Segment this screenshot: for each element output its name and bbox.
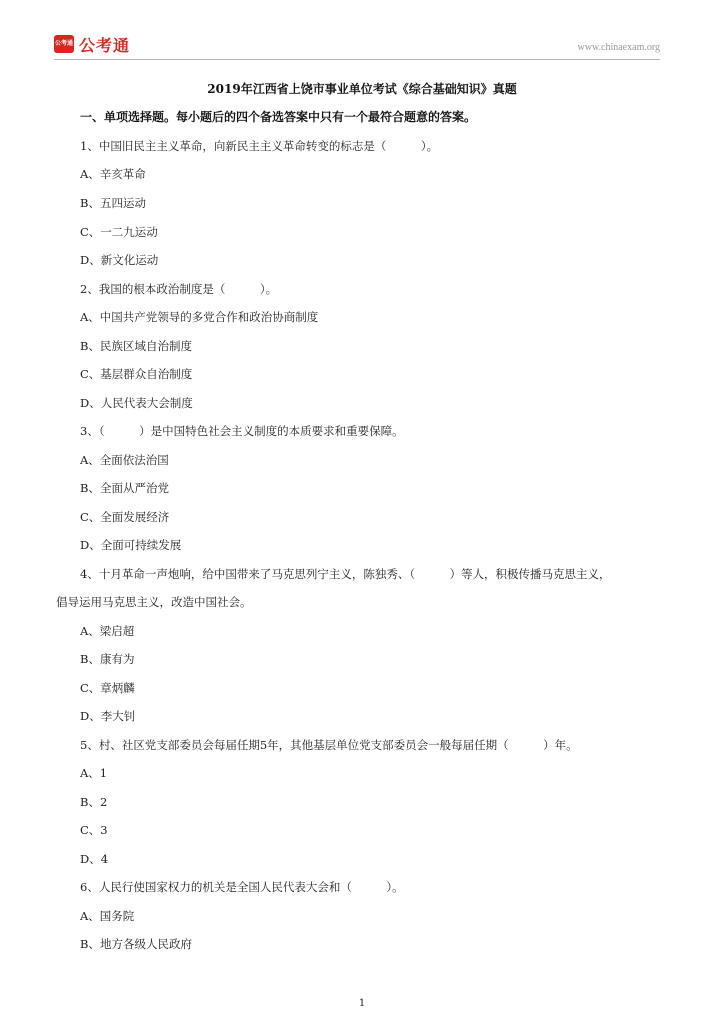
- document-title: 2019年江西省上饶市事业单位考试《综合基础知识》真题: [207, 82, 517, 96]
- option-line: C、一二九运动: [80, 225, 158, 239]
- site-url[interactable]: www.chinaexam.org: [577, 42, 660, 53]
- option-line: B、2: [80, 795, 108, 809]
- question-line-continued: 倡导运用马克思主义，改造中国社会。: [56, 595, 252, 609]
- option-line: D、全面可持续发展: [80, 538, 182, 552]
- logo-text: 公考通: [79, 36, 131, 55]
- option-line: C、基层群众自治制度: [80, 367, 193, 381]
- question-line: 5、村、社区党支部委员会每届任期5年，其他基层单位党支部委员会一般每届任期（ ）年。: [80, 738, 578, 752]
- page-number: 1: [358, 998, 366, 1009]
- question-line: 1、中国旧民主主义革命，向新民主主义革命转变的标志是（ ）。: [80, 139, 439, 153]
- option-line: D、4: [80, 852, 109, 866]
- question-line: 2、我国的根本政治制度是（ ）。: [80, 282, 278, 296]
- option-line: A、梁启超: [80, 624, 135, 638]
- question-line: 3、（ ）是中国特色社会主义制度的本质要求和重要保障。: [80, 424, 404, 438]
- option-line: D、新文化运动: [80, 253, 159, 267]
- option-line: B、地方各级人民政府: [80, 937, 192, 951]
- option-line: D、李大钊: [80, 709, 136, 723]
- logo-badge: 公考通: [54, 35, 74, 53]
- option-line: A、辛亥革命: [80, 167, 146, 181]
- option-line: A、中国共产党领导的多党合作和政治协商制度: [80, 310, 319, 324]
- option-line: A、全面依法治国: [80, 453, 169, 467]
- option-line: D、人民代表大会制度: [80, 396, 193, 410]
- option-line: A、1: [80, 766, 108, 780]
- option-line: A、国务院: [80, 909, 135, 923]
- question-line: 6、人民行使国家权力的机关是全国人民代表大会和（ ）。: [80, 880, 404, 894]
- option-line: B、康有为: [80, 652, 135, 666]
- question-line: 4、十月革命一声炮响，给中国带来了马克思列宁主义，陈独秀、（ ）等人，积极传播马克思主义，: [80, 567, 611, 581]
- option-line: C、全面发展经济: [80, 510, 170, 524]
- section-heading: 一、单项选择题。每小题后的四个备选答案中只有一个最符合题意的答案。: [80, 110, 477, 124]
- option-line: C、3: [80, 823, 108, 837]
- option-line: B、五四运动: [80, 196, 146, 210]
- option-line: C、章炳麟: [80, 681, 135, 695]
- option-line: B、全面从严治党: [80, 481, 169, 495]
- option-line: B、民族区域自治制度: [80, 339, 192, 353]
